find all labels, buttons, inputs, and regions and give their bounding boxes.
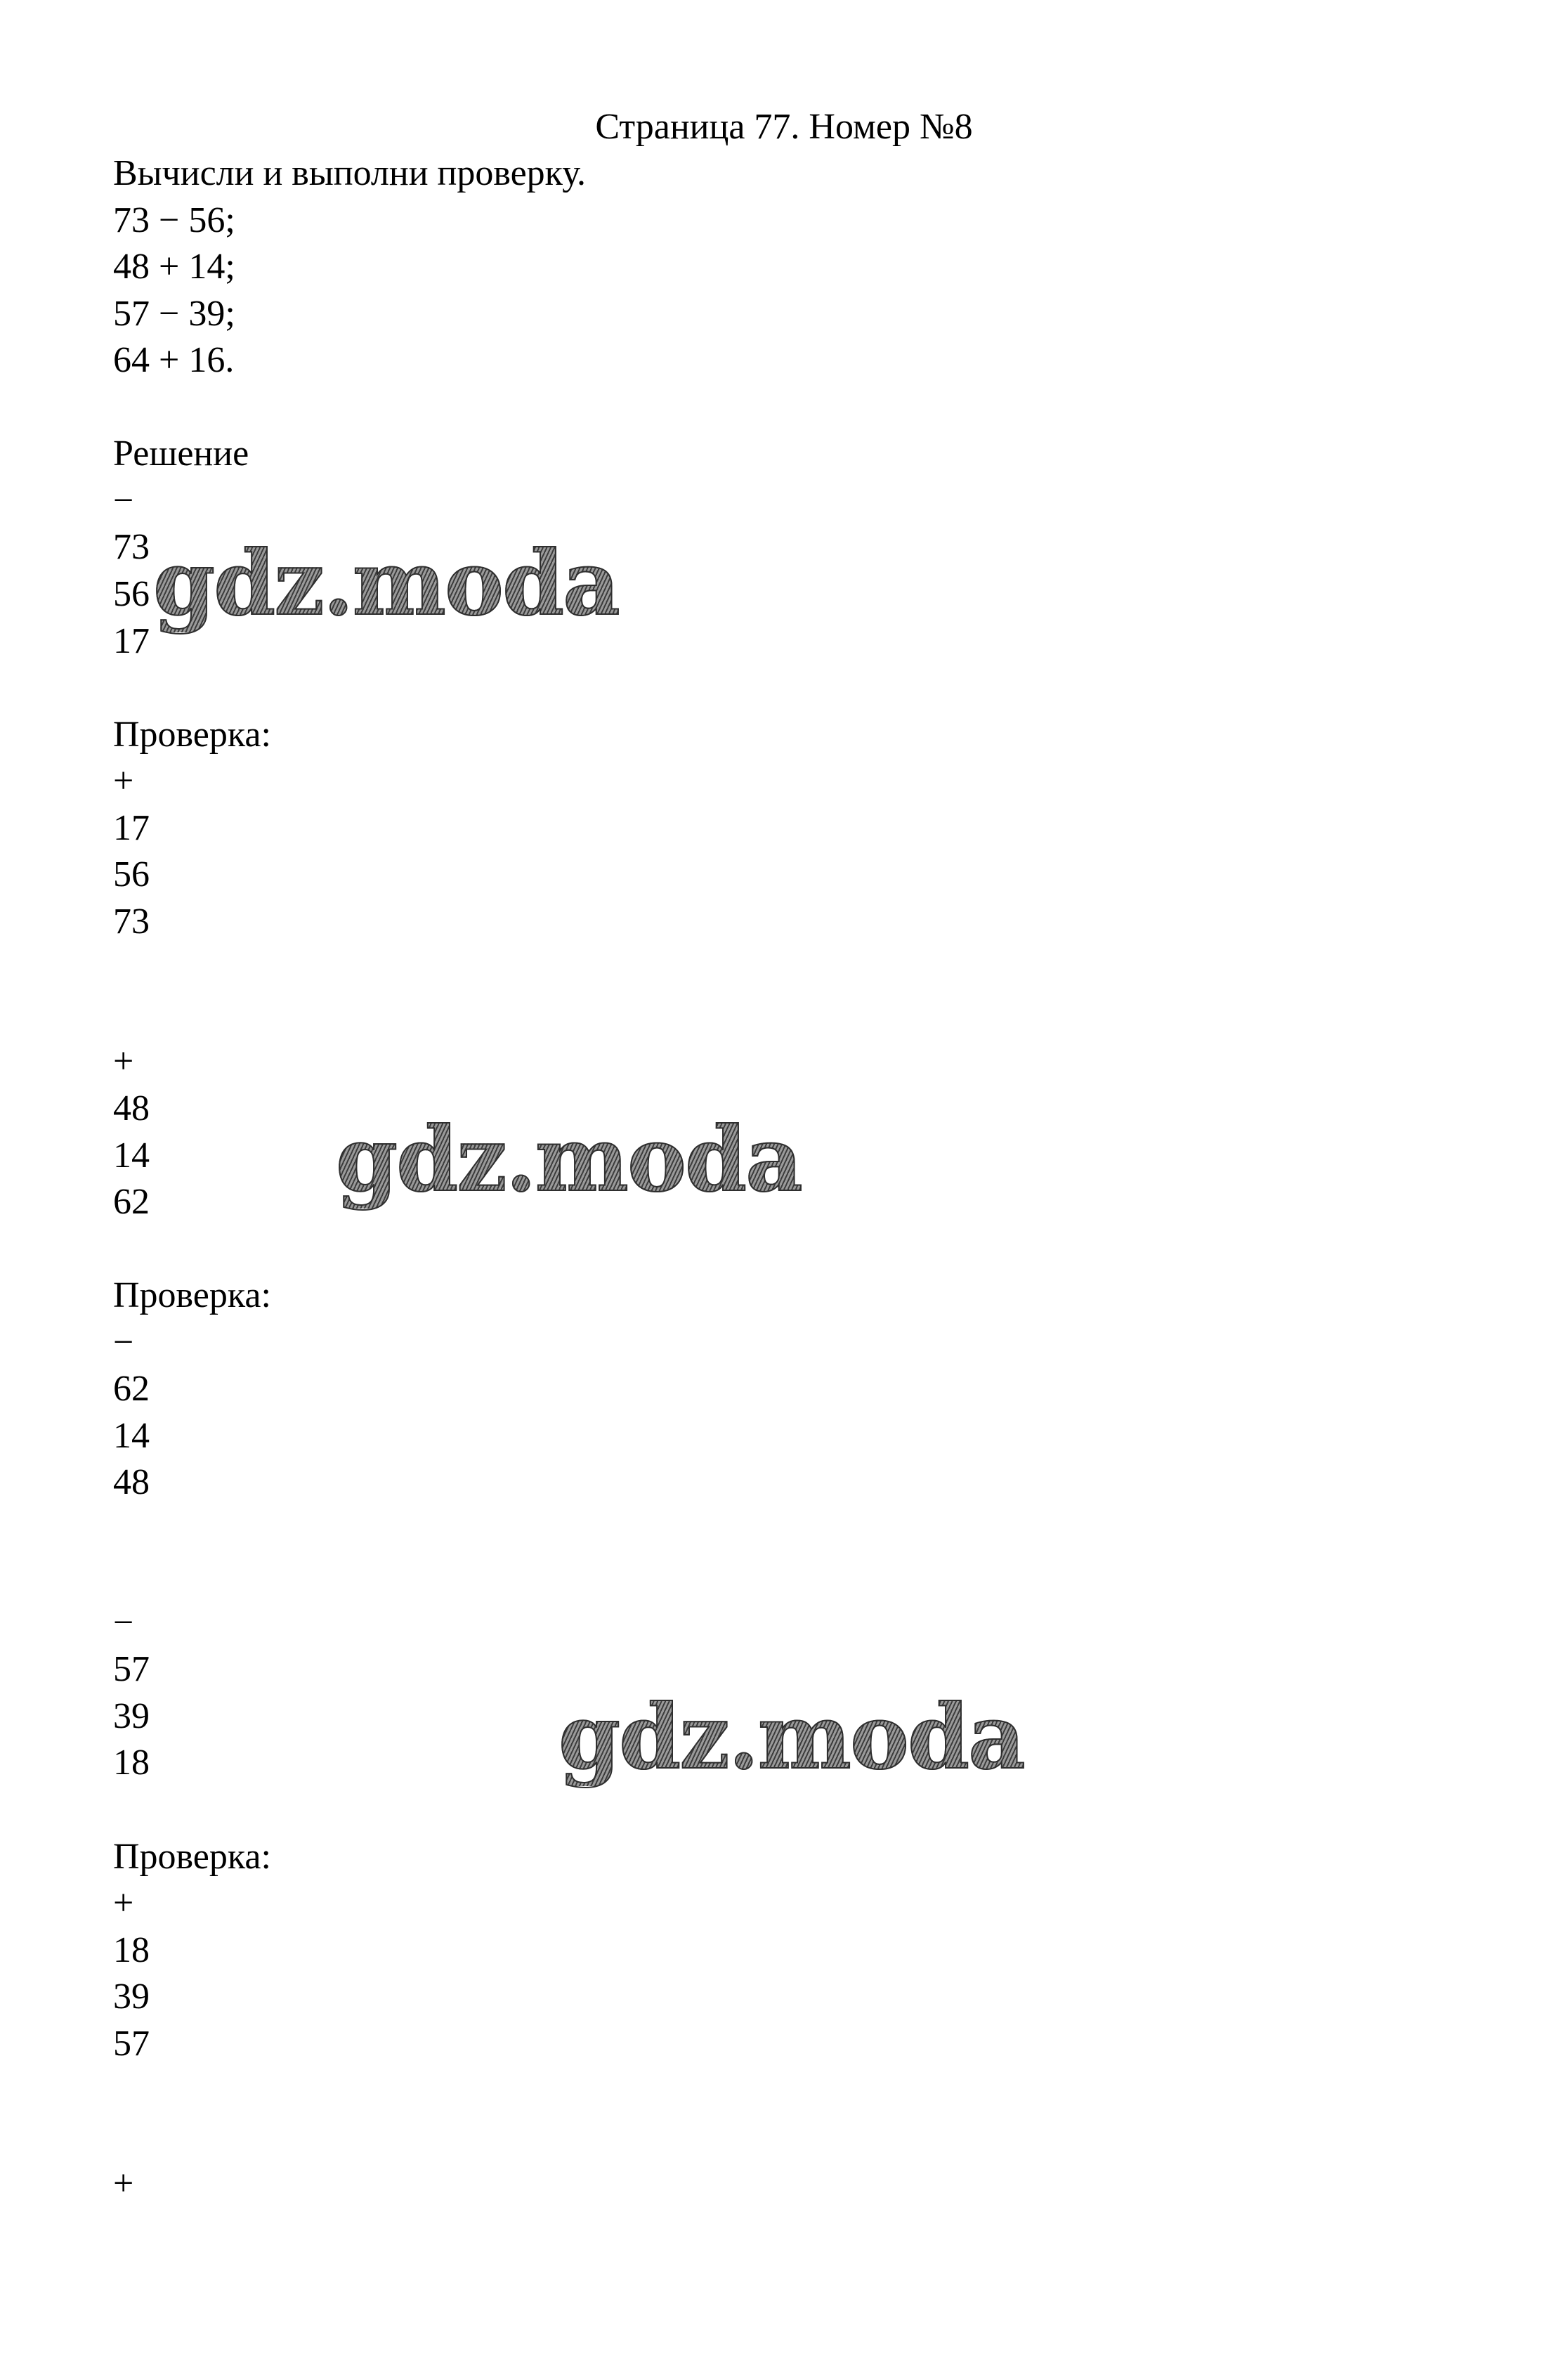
operand: 14 [113,1416,150,1456]
operand: 14 [113,1135,150,1176]
operand: 62 [113,1369,150,1409]
task-item: 57 − 39; [113,294,235,334]
page-title: Страница 77. Номер №8 [595,107,973,147]
task-item: 64 + 16. [113,340,235,380]
result: 62 [113,1182,150,1222]
operand: 39 [113,1977,150,2017]
operation-sign: + [113,1041,134,1081]
operation-sign: + [113,761,134,801]
operand: 18 [113,1930,150,1970]
operand: 39 [113,1696,150,1736]
result: 48 [113,1462,150,1502]
operation-sign: + [113,2163,134,2203]
operand: 73 [113,527,150,567]
solution-heading: Решение [113,434,249,474]
task-item: 73 − 56; [113,200,235,240]
operation-sign: − [113,1603,134,1643]
task-item: 48 + 14; [113,247,235,287]
result: 17 [113,621,150,661]
operand: 48 [113,1088,150,1128]
operand: 56 [113,574,150,614]
operand: 57 [113,1649,150,1689]
result: 57 [113,2024,150,2064]
check-label: Проверка: [113,1275,271,1315]
operation-sign: − [113,1322,134,1362]
operand: 17 [113,808,150,848]
check-label: Проверка: [113,1837,271,1877]
result: 18 [113,1743,150,1783]
watermark-logo: gdz.moda [336,1107,802,1211]
task-instruction: Вычисли и выполни проверку. [113,153,587,193]
operation-sign: − [113,481,134,521]
watermark-logo: gdz.moda [153,531,619,635]
operand: 56 [113,854,150,894]
result: 73 [113,901,150,942]
check-label: Проверка: [113,715,271,755]
operation-sign: + [113,1883,134,1923]
watermark-logo: gdz.moda [558,1685,1024,1789]
